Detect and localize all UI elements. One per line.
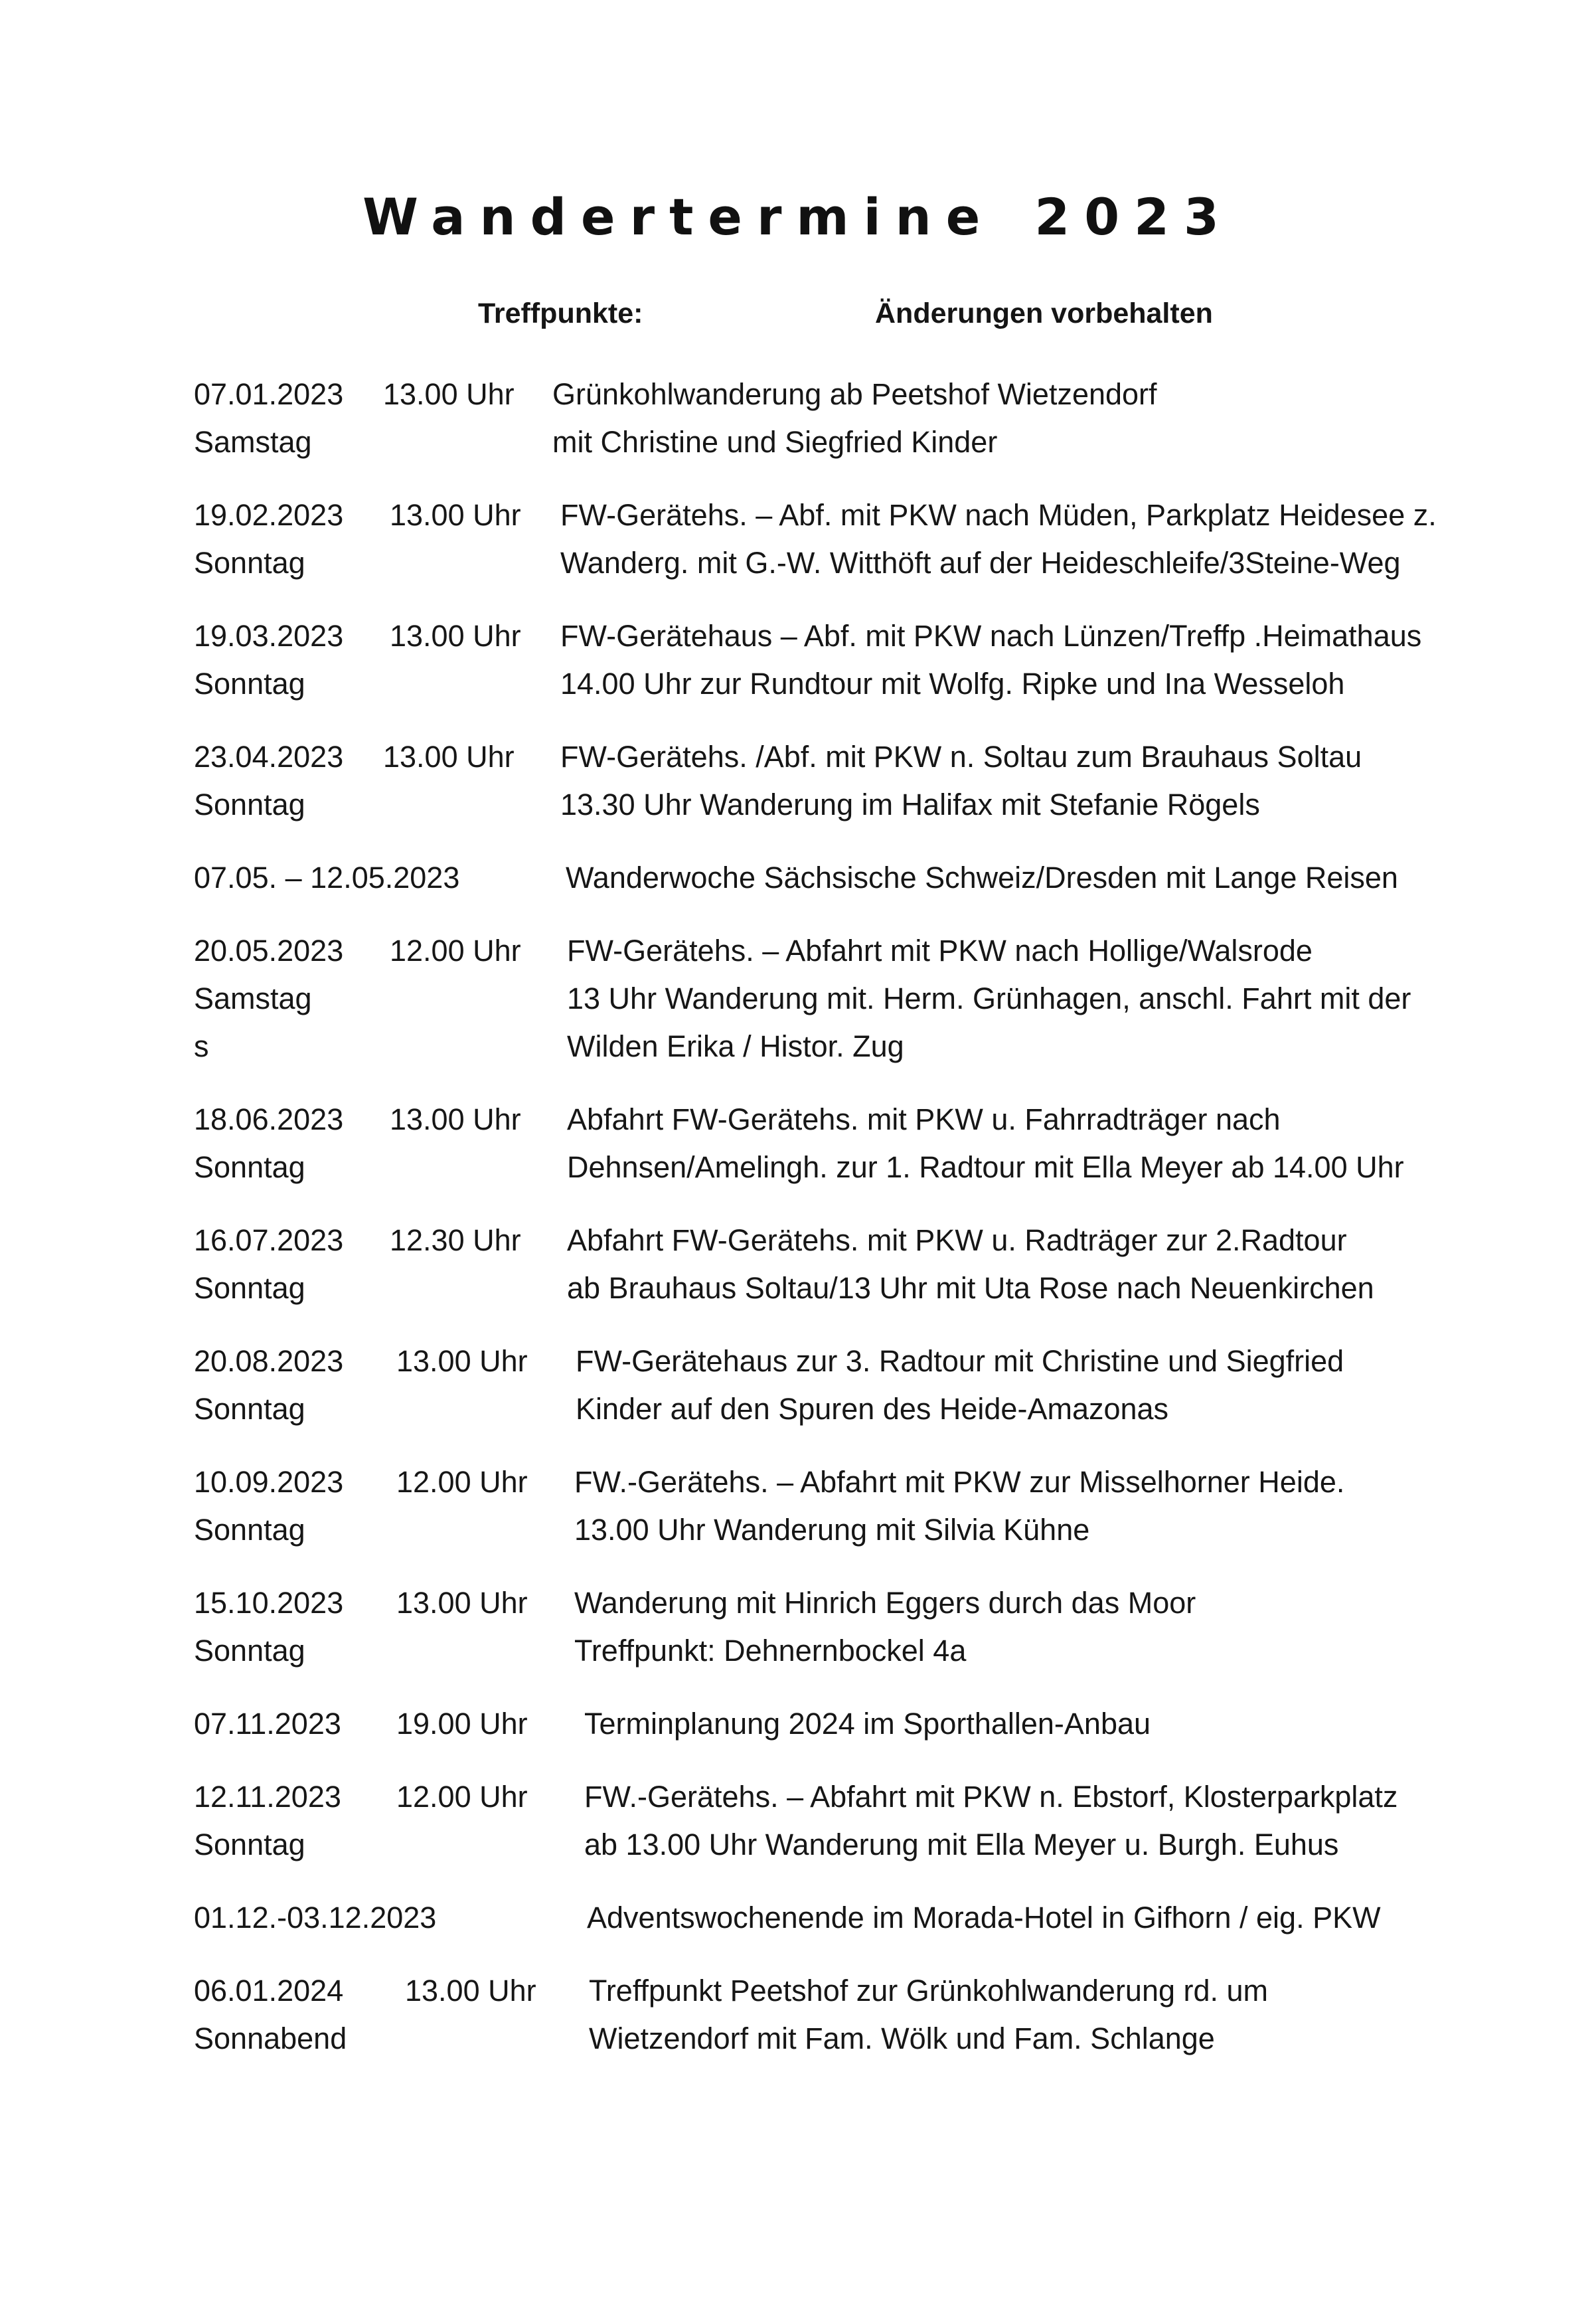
entry-date: 20.05.2023 <box>194 934 344 968</box>
entry-date: 23.04.2023 <box>194 740 344 774</box>
entry-day: Sonntag <box>194 1150 305 1184</box>
entry-date: 19.03.2023 <box>194 619 344 653</box>
schedule-entry <box>194 612 1455 708</box>
entry-description-line: FW-Gerätehs. /Abf. mit PKW n. Soltau zum Brauhaus Soltau <box>560 740 1362 774</box>
entry-day-extra: s <box>194 1029 209 1063</box>
schedule-entry <box>194 1337 1455 1433</box>
entry-description-line: Terminplanung 2024 im Sporthallen-Anbau <box>584 1707 1151 1741</box>
schedule-list <box>194 371 1455 2088</box>
entry-time: 13.00 Uhr <box>405 1974 536 2008</box>
entry-description-line: Grünkohlwanderung ab Peetshof Wietzendorf <box>552 377 1157 411</box>
entry-day: Sonntag <box>194 1513 305 1547</box>
entry-description-line: ab 13.00 Uhr Wanderung mit Ella Meyer u. Burgh. Euhus <box>584 1828 1339 1861</box>
entry-description-line: Wanderwoche Sächsische Schweiz/Dresden mit Lange Reisen <box>566 861 1398 895</box>
schedule-entry <box>194 1894 1455 1942</box>
entry-description-line: 13.00 Uhr Wanderung mit Silvia Kühne <box>574 1513 1090 1547</box>
entry-description-line: 13.30 Uhr Wanderung im Halifax mit Stefanie Rögels <box>560 788 1260 821</box>
entry-date-range: 01.12.-03.12.2023 <box>194 1901 437 1934</box>
entry-description-line: FW-Gerätehs. – Abfahrt mit PKW nach Hollige/Walsrode <box>567 934 1313 968</box>
entry-date: 20.08.2023 <box>194 1344 344 1378</box>
entry-date: 10.09.2023 <box>194 1465 344 1499</box>
schedule-entry <box>194 1579 1455 1675</box>
title-word: Wandertermine <box>362 187 995 246</box>
entry-description-line: FW-Gerätehs. – Abf. mit PKW nach Müden, Parkplatz Heidesee z. <box>560 498 1437 532</box>
entry-description-line: FW.-Gerätehs. – Abfahrt mit PKW n. Ebstorf, Klosterparkplatz <box>584 1780 1398 1814</box>
entry-date: 06.01.2024 <box>194 1974 344 2008</box>
entry-description-line: 13 Uhr Wanderung mit. Herm. Grünhagen, anschl. Fahrt mit der <box>567 982 1411 1015</box>
schedule-entry <box>194 1967 1455 2063</box>
entry-date: 07.11.2023 <box>194 1707 341 1741</box>
entry-time: 13.00 Uhr <box>383 377 515 411</box>
entry-time: 12.00 Uhr <box>396 1465 528 1499</box>
schedule-entry <box>194 1096 1455 1191</box>
entry-description-line: FW-Gerätehaus zur 3. Radtour mit Christine und Siegfried <box>576 1344 1344 1378</box>
entry-description-line: Kinder auf den Spuren des Heide-Amazonas <box>576 1392 1169 1426</box>
entry-date: 16.07.2023 <box>194 1223 344 1257</box>
entry-time: 13.00 Uhr <box>390 619 521 653</box>
entry-date: 19.02.2023 <box>194 498 344 532</box>
changes-reserved-note: Änderungen vorbehalten <box>875 298 1213 329</box>
schedule-entry <box>194 491 1455 587</box>
entry-date: 15.10.2023 <box>194 1586 344 1620</box>
entry-description-line: Wanderg. mit G.-W. Witthöft auf der Heideschleife/3Steine-Weg <box>560 546 1401 580</box>
entry-time: 12.00 Uhr <box>396 1780 528 1814</box>
entry-description-line: Abfahrt FW-Gerätehs. mit PKW u. Radträger zur 2.Radtour <box>567 1223 1347 1257</box>
entry-description-line: FW-Gerätehaus – Abf. mit PKW nach Lünzen/Treffp .Heimathaus <box>560 619 1422 653</box>
entry-time: 12.30 Uhr <box>390 1223 521 1257</box>
entry-description-line: Wilden Erika / Histor. Zug <box>567 1029 904 1063</box>
schedule-entry <box>194 371 1455 466</box>
entry-time: 13.00 Uhr <box>383 740 515 774</box>
entry-description-line: Dehnsen/Amelingh. zur 1. Radtour mit Ella Meyer ab 14.00 Uhr <box>567 1150 1404 1184</box>
entry-time: 12.00 Uhr <box>390 934 521 968</box>
entry-date-range: 07.05. – 12.05.2023 <box>194 861 460 895</box>
entry-day: Sonntag <box>194 1828 305 1861</box>
schedule-entry <box>194 927 1455 1071</box>
entry-description-line: mit Christine und Siegfried Kinder <box>552 425 998 459</box>
entry-description-line: 14.00 Uhr zur Rundtour mit Wolfg. Ripke und Ina Wesseloh <box>560 667 1345 701</box>
entry-description-line: Wietzendorf mit Fam. Wölk und Fam. Schlange <box>589 2021 1215 2055</box>
entry-day: Samstag <box>194 425 312 459</box>
entry-description-line: Wanderung mit Hinrich Eggers durch das Moor <box>574 1586 1196 1620</box>
entry-day: Samstag <box>194 982 312 1015</box>
title-year: 2023 <box>1034 187 1234 246</box>
entry-day: Sonntag <box>194 1271 305 1305</box>
entry-day: Sonntag <box>194 1634 305 1668</box>
schedule-entry <box>194 1773 1455 1869</box>
entry-description-line: Abfahrt FW-Gerätehs. mit PKW u. Fahrradträger nach <box>567 1102 1281 1136</box>
schedule-entry <box>194 1217 1455 1312</box>
schedule-entry <box>194 733 1455 829</box>
entry-time: 19.00 Uhr <box>396 1707 528 1741</box>
entry-description-line: Adventswochenende im Morada-Hotel in Gifhorn / eig. PKW <box>587 1901 1381 1934</box>
entry-day: Sonntag <box>194 546 305 580</box>
entry-date: 12.11.2023 <box>194 1780 341 1814</box>
schedule-entry <box>194 854 1455 902</box>
entry-date: 07.01.2023 <box>194 377 344 411</box>
entry-time: 13.00 Uhr <box>390 1102 521 1136</box>
entry-date: 18.06.2023 <box>194 1102 344 1136</box>
entry-day: Sonnabend <box>194 2021 347 2055</box>
entry-day: Sonntag <box>194 788 305 821</box>
entry-description-line: Treffpunkt Peetshof zur Grünkohlwanderung rd. um <box>589 1974 1269 2008</box>
meeting-points-heading: Treffpunkte: <box>478 298 643 329</box>
entry-time: 13.00 Uhr <box>396 1344 528 1378</box>
schedule-entry <box>194 1700 1455 1748</box>
page-title <box>0 187 1596 246</box>
entry-day: Sonntag <box>194 667 305 701</box>
entry-description-line: ab Brauhaus Soltau/13 Uhr mit Uta Rose nach Neuenkirchen <box>567 1271 1374 1305</box>
entry-time: 13.00 Uhr <box>396 1586 528 1620</box>
entry-description-line: Treffpunkt: Dehnernbockel 4a <box>574 1634 967 1668</box>
schedule-entry <box>194 1458 1455 1554</box>
entry-description-line: FW.-Gerätehs. – Abfahrt mit PKW zur Misselhorner Heide. <box>574 1465 1345 1499</box>
entry-day: Sonntag <box>194 1392 305 1426</box>
entry-time: 13.00 Uhr <box>390 498 521 532</box>
